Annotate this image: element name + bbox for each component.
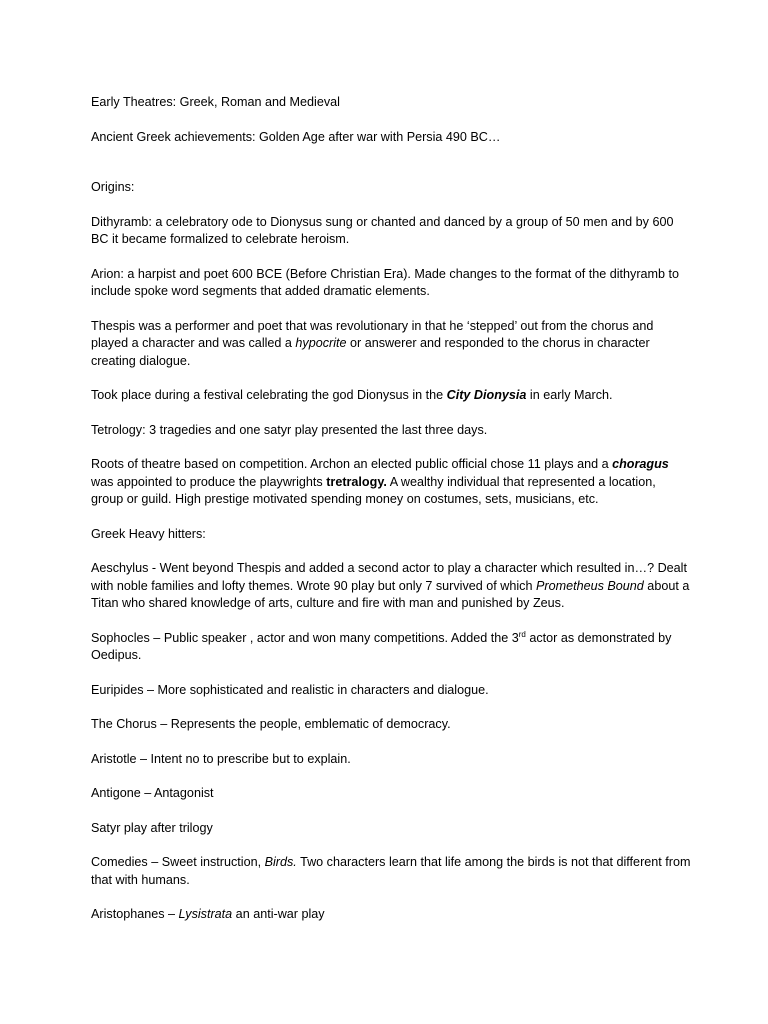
city-dionysia-term: City Dionysia <box>446 388 527 402</box>
sophocles-text-2: actor as demonstrated by Oedipus. <box>91 630 672 662</box>
achievements-paragraph: Ancient Greek achievements: Golden Age after war with Persia 490 BC… <box>91 129 501 144</box>
arion-paragraph: Arion: a harpist and poet 600 BCE (Before Christian Era). Made changes to the format of the dithyramb to include spoke word segments that added dramatic elements. <box>91 266 680 298</box>
comedies-text-1: Comedies – Sweet instruction, <box>91 855 265 869</box>
roots-text-2: was appointed to produce the playwrights <box>91 474 327 489</box>
choragus-term: choragus <box>612 457 669 471</box>
aeschylus-text-2: about a Titan who shared knowledge of arts, culture and fire with man and punished by Zeus. <box>91 578 690 610</box>
hypocrite-term: hypocrite <box>295 336 347 350</box>
prometheus-bound-title: Prometheus Bound <box>535 578 644 593</box>
aeschylus-text-1: Aeschylus - Went beyond Thespis and added a second actor to play a character which resulted in…? Dealt with noble families and lofty themes. Wrote 90 play but only 7 survived of which <box>91 561 687 593</box>
birds-title: Birds. <box>264 855 297 869</box>
satyr-paragraph: Satyr play after trilogy <box>91 820 213 835</box>
thespis-text-2: or answerer and responded to the chorus in character creating dialogue. <box>91 336 650 368</box>
aristophanes-paragraph <box>91 906 691 924</box>
festival-paragraph <box>91 387 691 405</box>
lysistrata-title: Lysistrata <box>178 907 233 921</box>
document-page <box>91 94 691 924</box>
sophocles-paragraph <box>91 630 691 665</box>
euripides-paragraph: Euripides – More sophisticated and realistic in characters and dialogue. <box>91 682 489 697</box>
festival-text-1: Took place during a festival celebrating the god Dionysus in the <box>91 388 447 402</box>
aristotle-paragraph: Aristotle – Intent no to prescribe but to explain. <box>91 751 351 766</box>
thespis-paragraph <box>91 318 691 371</box>
tretralogy-term: tretralogy. <box>326 474 387 489</box>
origins-heading: Origins: <box>91 180 135 194</box>
sophocles-text-1: Sophocles – Public speaker , actor and won many competitions. Added the 3 <box>91 630 519 645</box>
heavy-hitters-heading: Greek Heavy hitters: <box>91 526 206 541</box>
comedies-text-2: Two characters learn that life among the birds is not that different from that with humans. <box>91 855 691 887</box>
document-title: Early Theatres: Greek, Roman and Medieval <box>91 95 340 109</box>
roots-paragraph <box>91 456 691 509</box>
aristophanes-text-2: an anti-war play <box>232 907 325 921</box>
antigone-paragraph: Antigone – Antagonist <box>91 786 214 800</box>
festival-text-2: in early March. <box>526 388 613 402</box>
ordinal-superscript: rd <box>518 629 526 639</box>
tetrology-paragraph: Tetrology: 3 tragedies and one satyr play presented the last three days. <box>91 422 488 437</box>
chorus-paragraph: The Chorus – Represents the people, emblematic of democracy. <box>91 717 451 731</box>
thespis-text-1: Thespis was a performer and poet that was revolutionary in that he ‘stepped’ out from the chorus and played a character and was called a <box>91 318 654 350</box>
roots-text-1: Roots of theatre based on competition. Archon an elected public official chose 11 plays and a <box>91 457 613 471</box>
dithyramb-paragraph: Dithyramb: a celebratory ode to Dionysus sung or chanted and danced by a group of 50 men and by 600 BC it became formalized to celebrate heroism. <box>91 214 674 246</box>
aristophanes-text-1: Aristophanes – <box>91 907 179 921</box>
aeschylus-paragraph <box>91 560 691 613</box>
roots-text-3: A wealthy individual that represented a location, group or guild. High prestige motivated spending money on costumes, sets, musicians, etc. <box>91 474 656 506</box>
comedies-paragraph <box>91 854 691 889</box>
